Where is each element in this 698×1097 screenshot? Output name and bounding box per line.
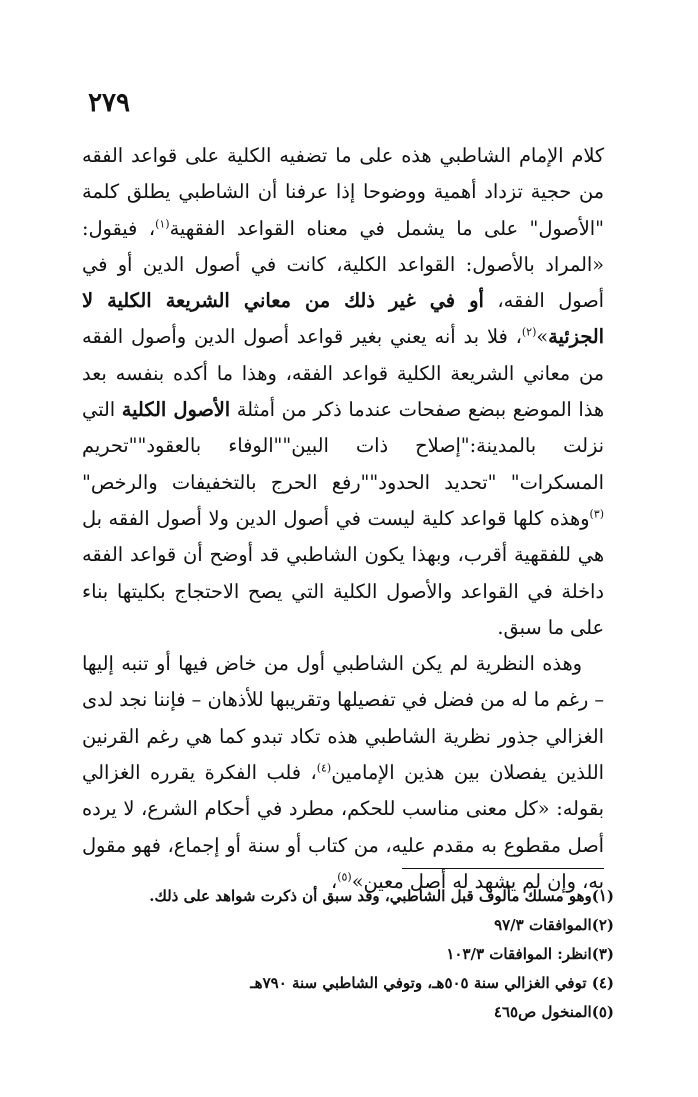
footnote: (٢)الموافقات ٩٧/٣	[494, 916, 614, 934]
text-run: ،	[330, 869, 338, 893]
footnote-ref: (٣)	[589, 507, 604, 521]
footnotes	[94, 882, 614, 1027]
footnote-ref: (١)	[155, 217, 170, 231]
text-run: »	[536, 325, 549, 349]
paragraph	[82, 646, 604, 900]
footnote: (٥)المنخول ص٤٦٥	[493, 1003, 614, 1021]
footnote: (٤) توفي الغزالي سنة ٥٠٥هـ، وتوفي الشاطبي سنة ٧٩٠هـ	[250, 974, 614, 992]
text-run: وهذه النظرية لم يكن الشاطبي أول من خاض فيها أو تنبه إليها – رغم ما له من فضل في تفصيلها وتقريبها للأذهان – فإننا نجد لدى الغزالي جذور نظرية الشاطبي هذه تكاد تبدو كما هي رغم القرنين اللذين يفصلان بين هذين الإمامين	[82, 652, 604, 785]
text-run: وهذه كلها قواعد كلية ليست في أصول الدين ولا أصول الفقه بل هي للفقهية أقرب، وبهذا يكون الشاطبي قد أوضح أن قواعد الفقه داخلة في القواعد والأصول الكلية التي يصح الاحتجاج بكليتها بناء على ما سبق.	[82, 506, 604, 639]
bold-text: الأصول الكلية	[121, 398, 231, 422]
text-run: التي نزلت بالمدينة:"إصلاح ذات البين""الوفاء بالعقود""تحريم المسكرات" "تحديد الحدود""رفع الحرج بالتخفيفات والرخص"	[82, 398, 604, 494]
text-run: كلام الإمام الشاطبي هذه على ما تضفيه الكلية على قواعد الفقه من حجية تزداد أهمية ووضوحا إذا عرفنا أن الشاطبي يطلق كلمة "الأصول" على ما يشمل في معناه القواعد الفقهية	[82, 144, 604, 240]
bold-text: أو في غير ذلك من معاني الشريعة الكلية لا الجزئية	[82, 289, 604, 349]
footnote: (٣)انظر: الموافقات ١٠٣/٣	[446, 945, 614, 963]
footnote-divider	[402, 868, 604, 869]
text-run: ، فيقول: «المراد بالأصول: القواعد الكلية، كانت في أصول الدين أو في أصول الفقه،	[82, 216, 604, 313]
footnote-ref: (٤)	[316, 761, 332, 775]
page-number: ٢٧٩	[88, 88, 130, 118]
footnote: (١)وهو مسلك مألوف قبل الشاطبي، وقد سبق أن ذكرت شواهد على ذلك.	[149, 887, 614, 905]
text-run: ، فلا بد أنه يعني بغير قواعد أصول الدين وأصول الفقه من معاني الشريعة الكلية قواعد الفقه، وهذا ما أكده بنفسه بعد هذا الموضع ببضع صفحات عندما ذكر من أمثلة	[82, 325, 604, 422]
footnote-ref: (٥)	[337, 870, 352, 884]
text-run: ، فلب الفكرة يقرره الغزالي بقوله: «كل معنى مناسب للحكم، مطرد في أحكام الشرع، لا يرده أصل مقطوع به مقدم عليه، من كتاب أو سنة أو إجماع، فهو مقول به، وإن لم يشهد له أصل معين»	[82, 761, 604, 893]
footnote-ref: (٢)	[521, 326, 537, 340]
paragraph	[82, 138, 604, 646]
main-text	[82, 138, 604, 900]
